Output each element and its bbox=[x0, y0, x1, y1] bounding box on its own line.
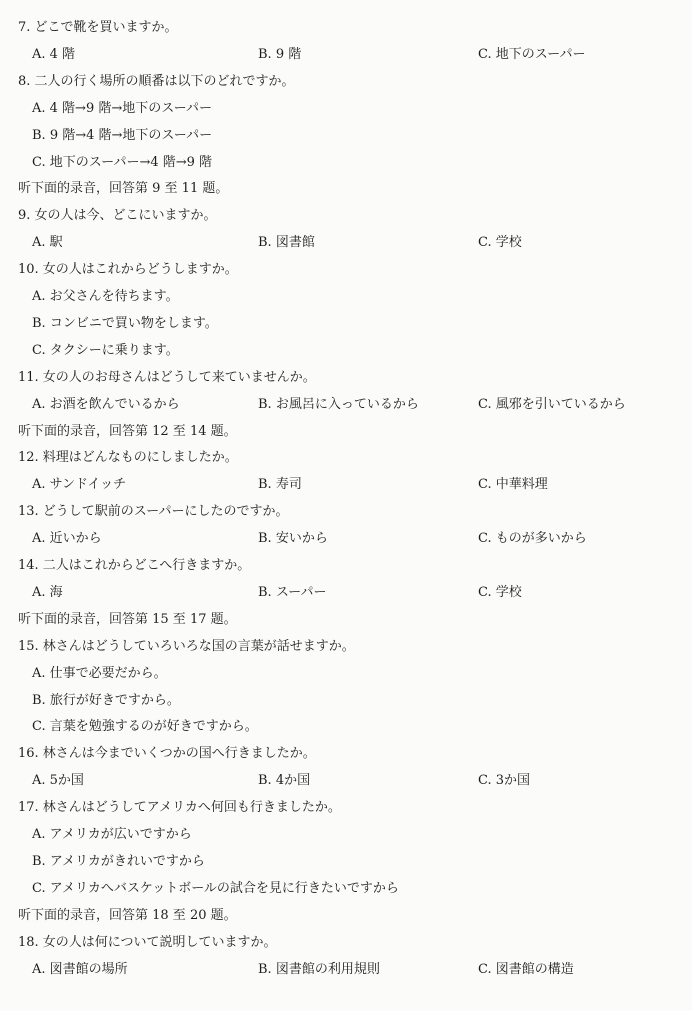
question-text: 11. 女の人のお母さんはどうして来ていませんか。 bbox=[18, 369, 316, 385]
answer-option: B. 旅行が好きですから。 bbox=[32, 692, 180, 708]
answer-option: C. 3か国 bbox=[478, 773, 531, 789]
option-row bbox=[0, 664, 692, 684]
answer-option: C. 図書館の構造 bbox=[478, 961, 574, 977]
answer-option: A. 4 階→9 階→地下のスーパー bbox=[32, 100, 212, 116]
option-row bbox=[0, 45, 692, 65]
answer-option: C. 学校 bbox=[478, 235, 522, 251]
answer-option: A. サンドイッチ bbox=[32, 477, 127, 493]
section-row bbox=[0, 422, 692, 442]
question-text: 10. 女の人はこれからどうしますか。 bbox=[18, 262, 238, 278]
question-text: 13. どうして駅前のスーパーにしたのですか。 bbox=[18, 504, 289, 520]
answer-option: A. 近いから bbox=[32, 531, 102, 547]
option-row bbox=[0, 529, 692, 549]
question-text: 12. 料理はどんなものにしましたか。 bbox=[18, 450, 238, 466]
question-row bbox=[0, 206, 692, 226]
question-text: 18. 女の人は何について説明していますか。 bbox=[18, 934, 277, 950]
answer-option: C. 地下のスーパー bbox=[478, 46, 586, 62]
option-row bbox=[0, 153, 692, 173]
section-row bbox=[0, 610, 692, 630]
option-row bbox=[0, 879, 692, 899]
option-row bbox=[0, 717, 692, 737]
answer-option: C. 地下のスーパー→4 階→9 階 bbox=[32, 154, 213, 170]
answer-option: A. お酒を飲んでいるから bbox=[32, 396, 180, 412]
answer-option: C. 風邪を引いているから bbox=[478, 396, 626, 412]
answer-option: A. 駅 bbox=[32, 235, 63, 251]
answer-option: C. 言葉を勉強するのが好きですから。 bbox=[32, 719, 258, 735]
answer-option: C. タクシーに乗ります。 bbox=[32, 342, 179, 358]
question-text: 8. 二人の行く場所の順番は以下のどれですか。 bbox=[18, 73, 295, 89]
question-text: 7. どこで靴を買いますか。 bbox=[18, 20, 178, 35]
question-text: 9. 女の人は今、どこにいますか。 bbox=[18, 208, 217, 224]
answer-option: B. スーパー bbox=[258, 584, 327, 600]
option-row bbox=[0, 126, 692, 146]
answer-option: B. 図書館 bbox=[258, 235, 315, 251]
answer-option: B. 安いから bbox=[258, 531, 328, 547]
section-instruction: 听下面的录音，回答第 15 至 17 题。 bbox=[18, 611, 237, 627]
answer-option: C. 中華料理 bbox=[478, 477, 548, 493]
option-row bbox=[0, 771, 692, 791]
question-row bbox=[0, 72, 692, 92]
option-row bbox=[0, 314, 692, 334]
answer-option: A. 4 階 bbox=[32, 46, 76, 62]
answer-option: B. アメリカがきれいですから bbox=[32, 853, 205, 869]
answer-option: A. 5か国 bbox=[32, 773, 84, 789]
section-row bbox=[0, 179, 692, 199]
answer-option: A. 仕事で必要だから。 bbox=[32, 665, 167, 681]
answer-option: B. お風呂に入っているから bbox=[258, 396, 419, 412]
option-row bbox=[0, 99, 692, 119]
question-row bbox=[0, 798, 692, 818]
question-text: 14. 二人はこれからどこへ行きますか。 bbox=[18, 558, 251, 573]
answer-option: A. お父さんを待ちます。 bbox=[32, 289, 179, 304]
section-instruction: 听下面的录音，回答第 12 至 14 题。 bbox=[18, 423, 237, 439]
question-text: 16. 林さんは今までいくつかの国へ行きましたか。 bbox=[18, 746, 316, 762]
question-row bbox=[0, 18, 692, 38]
answer-option: A. 海 bbox=[32, 584, 63, 600]
section-row bbox=[0, 906, 692, 926]
question-text: 17. 林さんはどうしてアメリカへ何回も行きましたか。 bbox=[18, 800, 341, 816]
option-row bbox=[0, 691, 692, 711]
option-row bbox=[0, 341, 692, 361]
option-row bbox=[0, 233, 692, 253]
option-row bbox=[0, 960, 692, 980]
answer-option: B. 9 階 bbox=[258, 46, 302, 62]
question-row bbox=[0, 637, 692, 657]
question-row bbox=[0, 260, 692, 280]
option-row bbox=[0, 287, 692, 307]
answer-option: B. 寿司 bbox=[258, 477, 302, 493]
answer-option: B. コンビニで買い物をします。 bbox=[32, 315, 218, 331]
question-row bbox=[0, 502, 692, 522]
section-instruction: 听下面的录音，回答第 9 至 11 题。 bbox=[18, 181, 229, 197]
answer-option: C. 学校 bbox=[478, 584, 522, 600]
question-row bbox=[0, 556, 692, 576]
section-instruction: 听下面的录音，回答第 18 至 20 题。 bbox=[18, 907, 237, 923]
answer-option: C. ものが多いから bbox=[478, 531, 587, 547]
option-row bbox=[0, 825, 692, 845]
question-text: 15. 林さんはどうしていろいろな国の言葉が話せますか。 bbox=[18, 638, 355, 654]
option-row bbox=[0, 852, 692, 872]
option-row bbox=[0, 395, 692, 415]
answer-option: A. 図書館の場所 bbox=[32, 961, 128, 977]
answer-option: C. アメリカへバスケットボールの試合を見に行きたいですから bbox=[32, 880, 399, 896]
question-row bbox=[0, 368, 692, 388]
answer-option: B. 4か国 bbox=[258, 773, 311, 789]
answer-option: A. アメリカが広いですから bbox=[32, 827, 192, 842]
question-row bbox=[0, 448, 692, 468]
option-row bbox=[0, 475, 692, 495]
answer-option: B. 図書館の利用規則 bbox=[258, 961, 380, 977]
question-row bbox=[0, 933, 692, 953]
answer-option: B. 9 階→4 階→地下のスーパー bbox=[32, 127, 213, 143]
question-row bbox=[0, 744, 692, 764]
option-row bbox=[0, 583, 692, 603]
